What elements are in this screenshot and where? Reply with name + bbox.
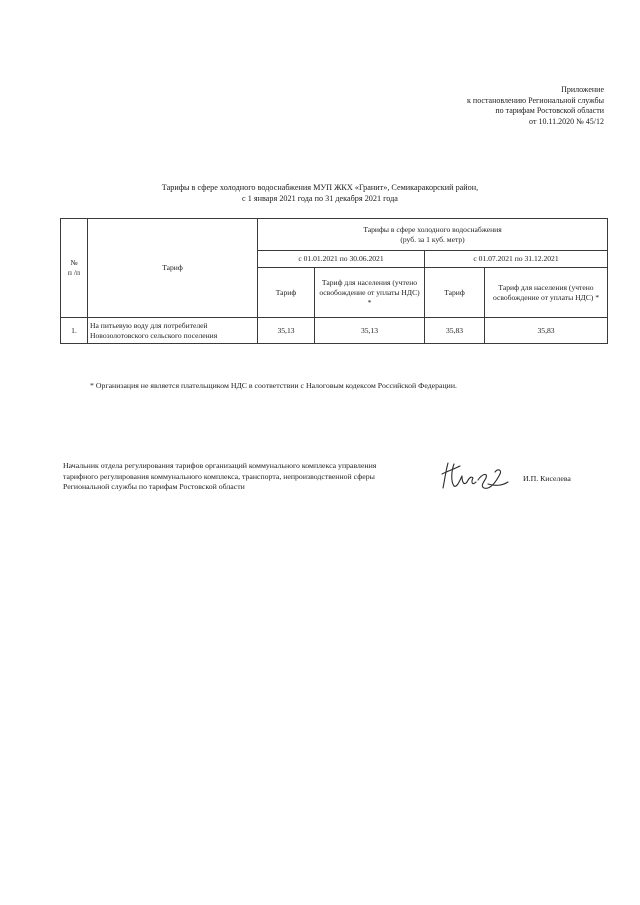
handwritten-signature — [440, 460, 510, 492]
appendix-line: от 10.11.2020 № 45/12 — [529, 116, 604, 126]
column-number-header: № п /п — [61, 219, 88, 318]
period-header-2: с 01.07.2021 по 31.12.2021 — [425, 251, 608, 268]
row-tariff-name: На питьевую воду для потребителей Новозолотовского сельского поселения — [88, 318, 258, 344]
signer-position: Начальник отдела регулирования тарифов организаций коммунального комплекса управления тарифного регулирования коммунального комплекса, транспорта, непроизводственной сферы Региональной службы по тарифам Ростовской области — [63, 461, 377, 492]
subheader-tariff: Тариф — [425, 268, 485, 318]
appendix-header — [467, 85, 604, 127]
signer-name: И.П. Киселева — [523, 474, 571, 483]
appendix-line: к постановлению Региональной службы — [467, 95, 604, 105]
title-line-2: с 1 января 2021 года по 31 декабря 2021 года — [242, 194, 398, 203]
row-value: 35,83 — [485, 318, 608, 344]
appendix-line: по тарифам Ростовской области — [495, 106, 604, 116]
column-tariff-header: Тариф — [88, 219, 258, 318]
row-value: 35,83 — [425, 318, 485, 344]
table-header-row — [61, 219, 608, 251]
footnote: * Организация не является плательщиком НДС в соответствии с Налоговым кодексом Российской Федерации. — [90, 381, 457, 390]
document-title — [0, 182, 640, 204]
appendix-line: Приложение — [561, 85, 604, 94]
subheader-population: Тариф для населения (учтено освобождение от уплаты НДС) * — [315, 268, 425, 318]
period-header-1: с 01.01.2021 по 30.06.2021 — [258, 251, 425, 268]
row-value: 35,13 — [258, 318, 315, 344]
title-line-1: Тарифы в сфере холодного водоснабжения МУП ЖКХ «Гранит», Семикаракорский район, — [161, 183, 479, 192]
table-row — [61, 318, 608, 344]
subheader-tariff: Тариф — [258, 268, 315, 318]
tariffs-table — [60, 218, 608, 344]
subheader-population: Тариф для населения (учтено освобождение от уплаты НДС) * — [485, 268, 608, 318]
row-value: 35,13 — [315, 318, 425, 344]
row-number: 1. — [61, 318, 88, 344]
group-header: Тарифы в сфере холодного водоснабжения (руб. за 1 куб. метр) — [258, 219, 608, 251]
